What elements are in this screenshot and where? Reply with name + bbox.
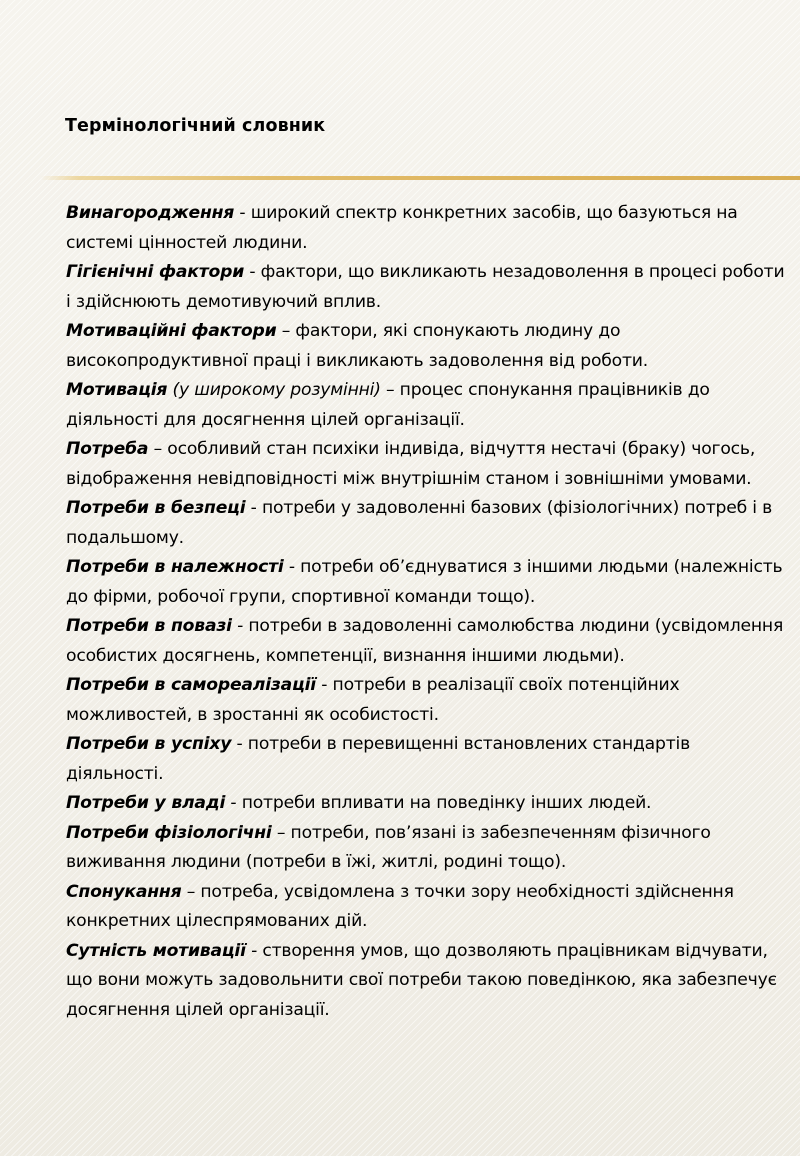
glossary-entry: [66, 789, 786, 819]
glossary-separator: -: [231, 734, 248, 754]
glossary-separator: -: [225, 793, 242, 813]
glossary-separator: –: [271, 822, 291, 843]
glossary-entry: [66, 612, 786, 671]
glossary-separator: -: [244, 262, 261, 282]
glossary-definition: потреби в перевищенні встановлених стандартів діяльності.: [66, 734, 691, 784]
glossary-definition: потреби впливати на поведінку інших людей.: [241, 793, 652, 813]
glossary-entry: [66, 376, 786, 435]
glossary-entry: [66, 671, 786, 730]
glossary-entry: [66, 553, 786, 612]
glossary-definition: фактори, які спонукають людину до високопродуктивної праці і викликають задоволення від роботи.: [66, 321, 649, 371]
glossary-separator: –: [276, 321, 296, 341]
glossary-separator: -: [245, 498, 262, 518]
glossary-separator: –: [181, 881, 201, 902]
glossary-entry: [66, 494, 786, 553]
glossary-entry: [66, 435, 786, 494]
glossary-term-note: (у широкому розумінні): [167, 380, 381, 400]
glossary-list: [66, 199, 786, 1025]
glossary-separator: -: [245, 940, 263, 961]
glossary-separator: -: [234, 203, 251, 223]
glossary-definition: створення умов, що дозволяють працівникам відчувати, що вони можуть задовольнити свої потреби такою поведінкою, яка забезпечує досягнення цілей організації.: [66, 940, 777, 1020]
glossary-entry: [66, 258, 786, 317]
glossary-term: Потреба: [66, 439, 149, 459]
glossary-term: Потреби в належності: [66, 557, 284, 577]
glossary-definition: широкий спектр конкретних засобів, що базуються на системі цінностей людини.: [66, 203, 738, 253]
glossary-definition: фактори, що викликають незадоволення в процесі роботи і здійснюють демотивуючий вплив.: [66, 262, 785, 312]
glossary-term: Мотивація: [66, 380, 168, 400]
title-divider: [40, 176, 800, 180]
glossary-definition: потреби в задоволенні самолюбства людини (усвідомлення особистих досягнень, компетенції, визнання іншими людьми).: [66, 616, 784, 666]
glossary-definition: потреба, усвідомлена з точки зору необхідності здійснення конкретних цілеспрямованих дій.: [66, 881, 734, 931]
glossary-term: Потреби у владі: [66, 793, 226, 813]
glossary-term: Потреби фізіологічні: [66, 822, 272, 843]
glossary-entry: [66, 730, 786, 789]
glossary-term: Винагородження: [66, 203, 235, 223]
glossary-definition: процес спонукання працівників до діяльності для досягнення цілей організації.: [66, 380, 710, 430]
glossary-definition: потреби, пов’язані із забезпеченням фізичного виживання людини (потреби в їжі, житлі, родині тощо).: [66, 822, 711, 872]
glossary-definition: особливий стан психіки індивіда, відчуття нестачі (браку) чогось, відображення невідповідності між внутрішнім станом і зовнішніми умовами.: [66, 439, 756, 489]
glossary-term: Потреби в успіху: [66, 734, 232, 754]
glossary-separator: -: [283, 557, 301, 577]
glossary-definition: потреби об’єднуватися з іншими людьми (належність до фірми, робочої групи, спортивної команди тощо).: [66, 557, 783, 607]
glossary-term: Потреби в безпеці: [66, 498, 246, 518]
glossary-definition: потреби в реалізації своїх потенційних можливостей, в зростанні як особистості.: [66, 675, 680, 725]
glossary-entry: [66, 199, 786, 258]
glossary-term: Мотиваційні фактори: [66, 321, 277, 341]
glossary-entry: [66, 317, 786, 376]
glossary-entry: [66, 819, 786, 878]
glossary-separator: –: [380, 380, 400, 400]
glossary-term: Сутність мотивації: [66, 940, 246, 961]
glossary-separator: -: [316, 675, 333, 695]
glossary-term: Гігієнічні фактори: [66, 262, 245, 282]
glossary-separator: –: [148, 439, 168, 459]
glossary-separator: -: [231, 616, 249, 636]
glossary-term: Потреби в самореалізації: [66, 675, 316, 695]
glossary-term: Спонукання: [66, 881, 182, 902]
page-title: Термінологічний словник: [65, 116, 326, 136]
glossary-entry: [66, 937, 786, 1026]
glossary-entry: [66, 878, 786, 937]
glossary-term: Потреби в повазі: [66, 616, 232, 636]
glossary-definition: потреби у задоволенні базових (фізіологічних) потреб і в подальшому.: [66, 498, 773, 548]
